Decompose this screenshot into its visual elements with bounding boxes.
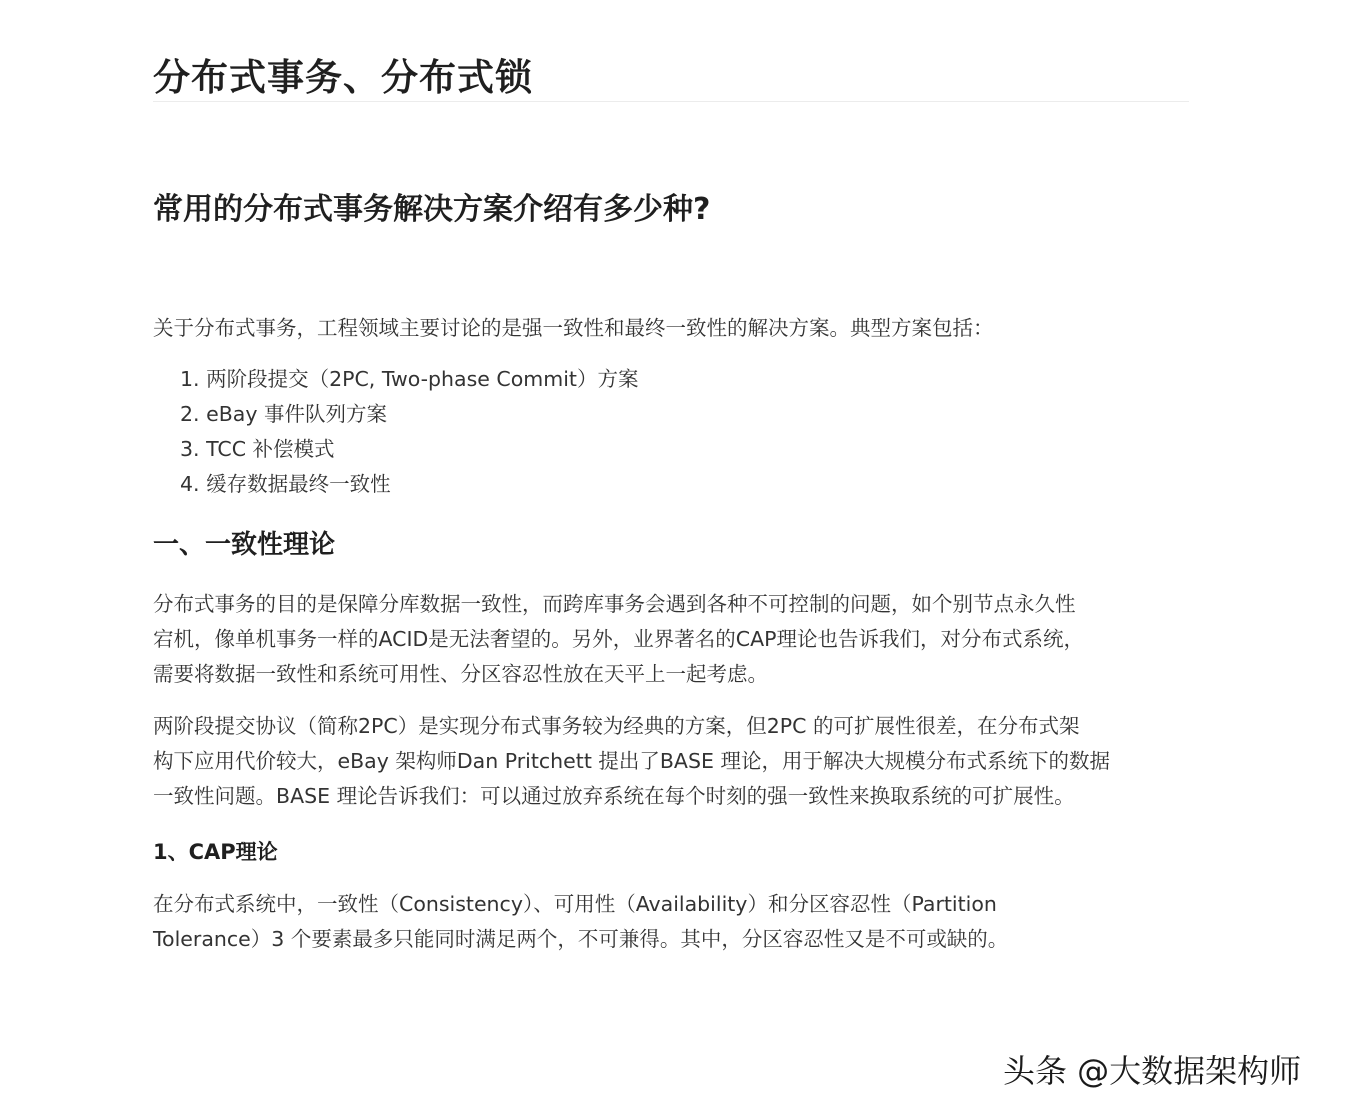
paragraph-line: 宕机，像单机事务一样的ACID是无法奢望的。另外，业界著名的CAP理论也告诉我们，对分布式系统， [153,627,1085,651]
watermark-text: 头条 @大数据架构师 [1003,1052,1302,1090]
list-item: 4. 缓存数据最终一致性 [180,472,391,496]
paragraph-line: 一致性问题。BASE 理论告诉我们：可以通过放弃系统在每个时刻的强一致性来换取系统的可扩展性。 [153,784,1075,808]
question-heading: 常用的分布式事务解决方案介绍有多少种? [153,192,711,227]
paragraph-line: 需要将数据一致性和系统可用性、分区容忍性放在天平上一起考虑。 [153,662,768,686]
title-divider [153,101,1189,102]
paragraph-line: 分布式事务的目的是保障分库数据一致性，而跨库事务会遇到各种不可控制的问题，如个别节点永久性 [153,592,1076,616]
section-heading: 一、一致性理论 [153,530,336,560]
list-item: 3. TCC 补偿模式 [180,437,335,461]
document-title: 分布式事务、分布式锁 [153,56,533,99]
paragraph-cap [153,887,1008,957]
solution-list [180,362,638,502]
subsection-heading: 1、CAP理论 [153,840,278,864]
list-item: 2. eBay 事件队列方案 [180,402,387,426]
paragraph-consistency-goal [153,587,1084,692]
paragraph-line: Tolerance）3 个要素最多只能同时满足两个，不可兼得。其中，分区容忍性又是不可或缺的。 [153,927,1009,951]
paragraph-line: 构下应用代价较大，eBay 架构师Dan Pritchett 提出了BASE 理论，用于解决大规模分布式系统下的数据 [153,749,1110,773]
paragraph-2pc-base [153,709,1110,814]
paragraph-line: 在分布式系统中，一致性（Consistency）、可用性（Availability）和分区容忍性（Partition [153,892,997,916]
list-item: 1. 两阶段提交（2PC, Two-phase Commit）方案 [180,367,639,391]
paragraph-line: 两阶段提交协议（简称2PC）是实现分布式事务较为经典的方案，但2PC 的可扩展性很差，在分布式架 [153,714,1080,738]
intro-paragraph: 关于分布式事务，工程领域主要讨论的是强一致性和最终一致性的解决方案。典型方案包括： [153,316,994,340]
